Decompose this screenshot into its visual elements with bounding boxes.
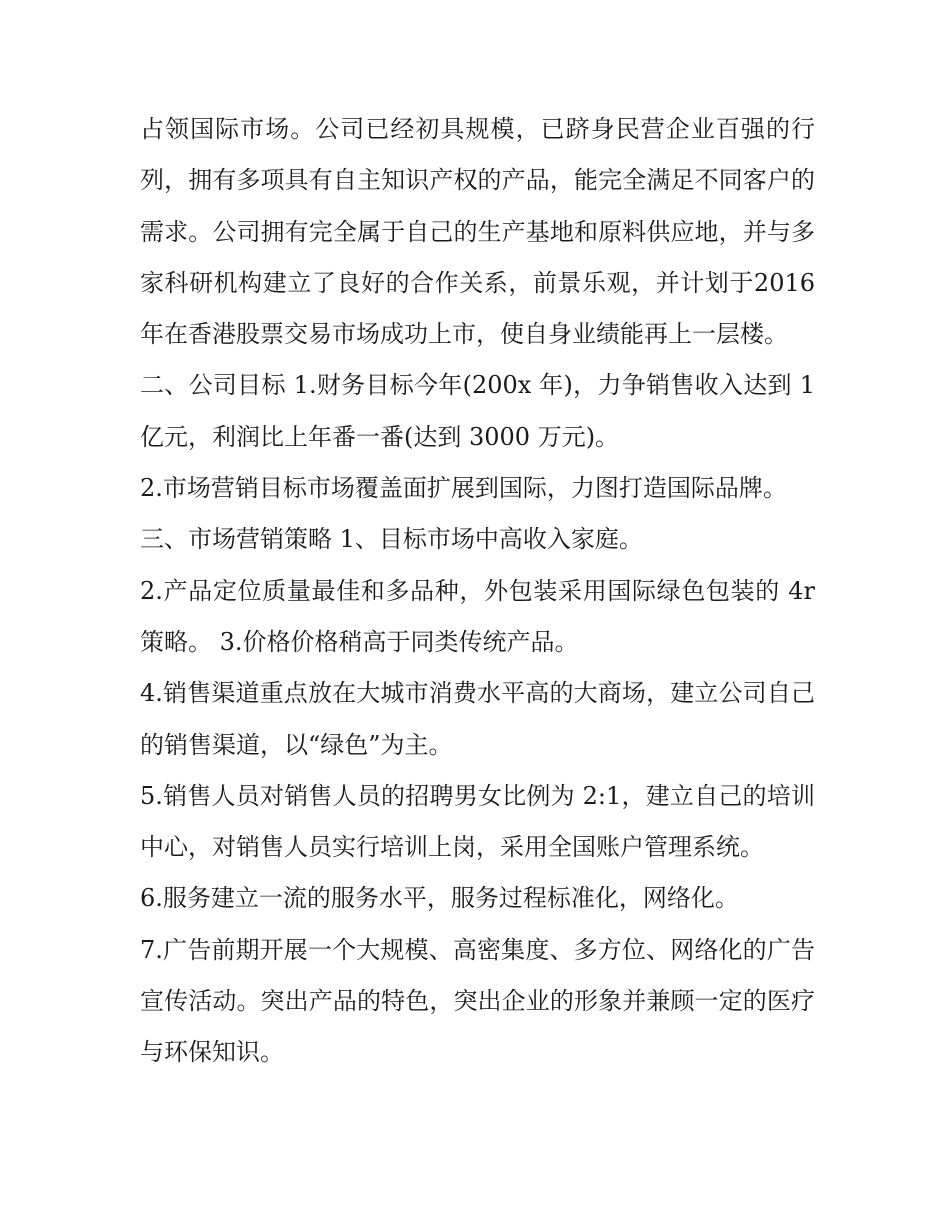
paragraph-sales-staff: 5.销售人员对销售人员的招聘男女比例为 2:1，建立自己的培训中心，对销售人员实行培训上岗，采用全国账户管理系统。 [140,781,815,862]
paragraph-marketing-strategy: 三、市场营销策略 1、目标市场中高收入家庭。 [140,525,643,554]
paragraph-product-positioning: 2.产品定位质量最佳和多品种，外包装采用国际绿色包装的 4r 策略。 3.价格价格稍高于同类传统产品。 [140,576,815,656]
paragraph-company-goals: 二、公司目标 1.财务目标今年(200x 年)，力争销售收入达到 1 亿元，利润比上年番一番(达到 3000 万元)。 [140,371,815,451]
paragraph-marketing-goal: 2.市场营销目标市场覆盖面扩展到国际，力图打造国际品牌。 [140,474,787,503]
paragraph-advertising: 7.广告前期开展一个大规模、高密集度、多方位、网络化的广告宣传活动。突出产品的特色，突出企业的形象并兼顾一定的医疗与环保知识。 [140,935,815,1067]
paragraph-service: 6.服务建立一流的服务水平，服务过程标准化，网络化。 [140,884,739,913]
paragraph-sales-channel: 4.销售渠道重点放在大城市消费水平高的大商场，建立公司自己的销售渠道，以“绿色”为主。 [140,679,815,759]
document-body [140,104,815,1079]
paragraph-company-intro: 占领国际市场。公司已经初具规模，已跻身民营企业百强的行列，拥有多项具有自主知识产权的产品，能完全满足不同客户的需求。公司拥有完全属于自己的生产基地和原料供应地，并与多家科研机构建立了良好的合作关系，前景乐观，并计划于2016年在香港股票交易市场成功上市，使自身业绩能再上一层楼。 [140,115,815,349]
